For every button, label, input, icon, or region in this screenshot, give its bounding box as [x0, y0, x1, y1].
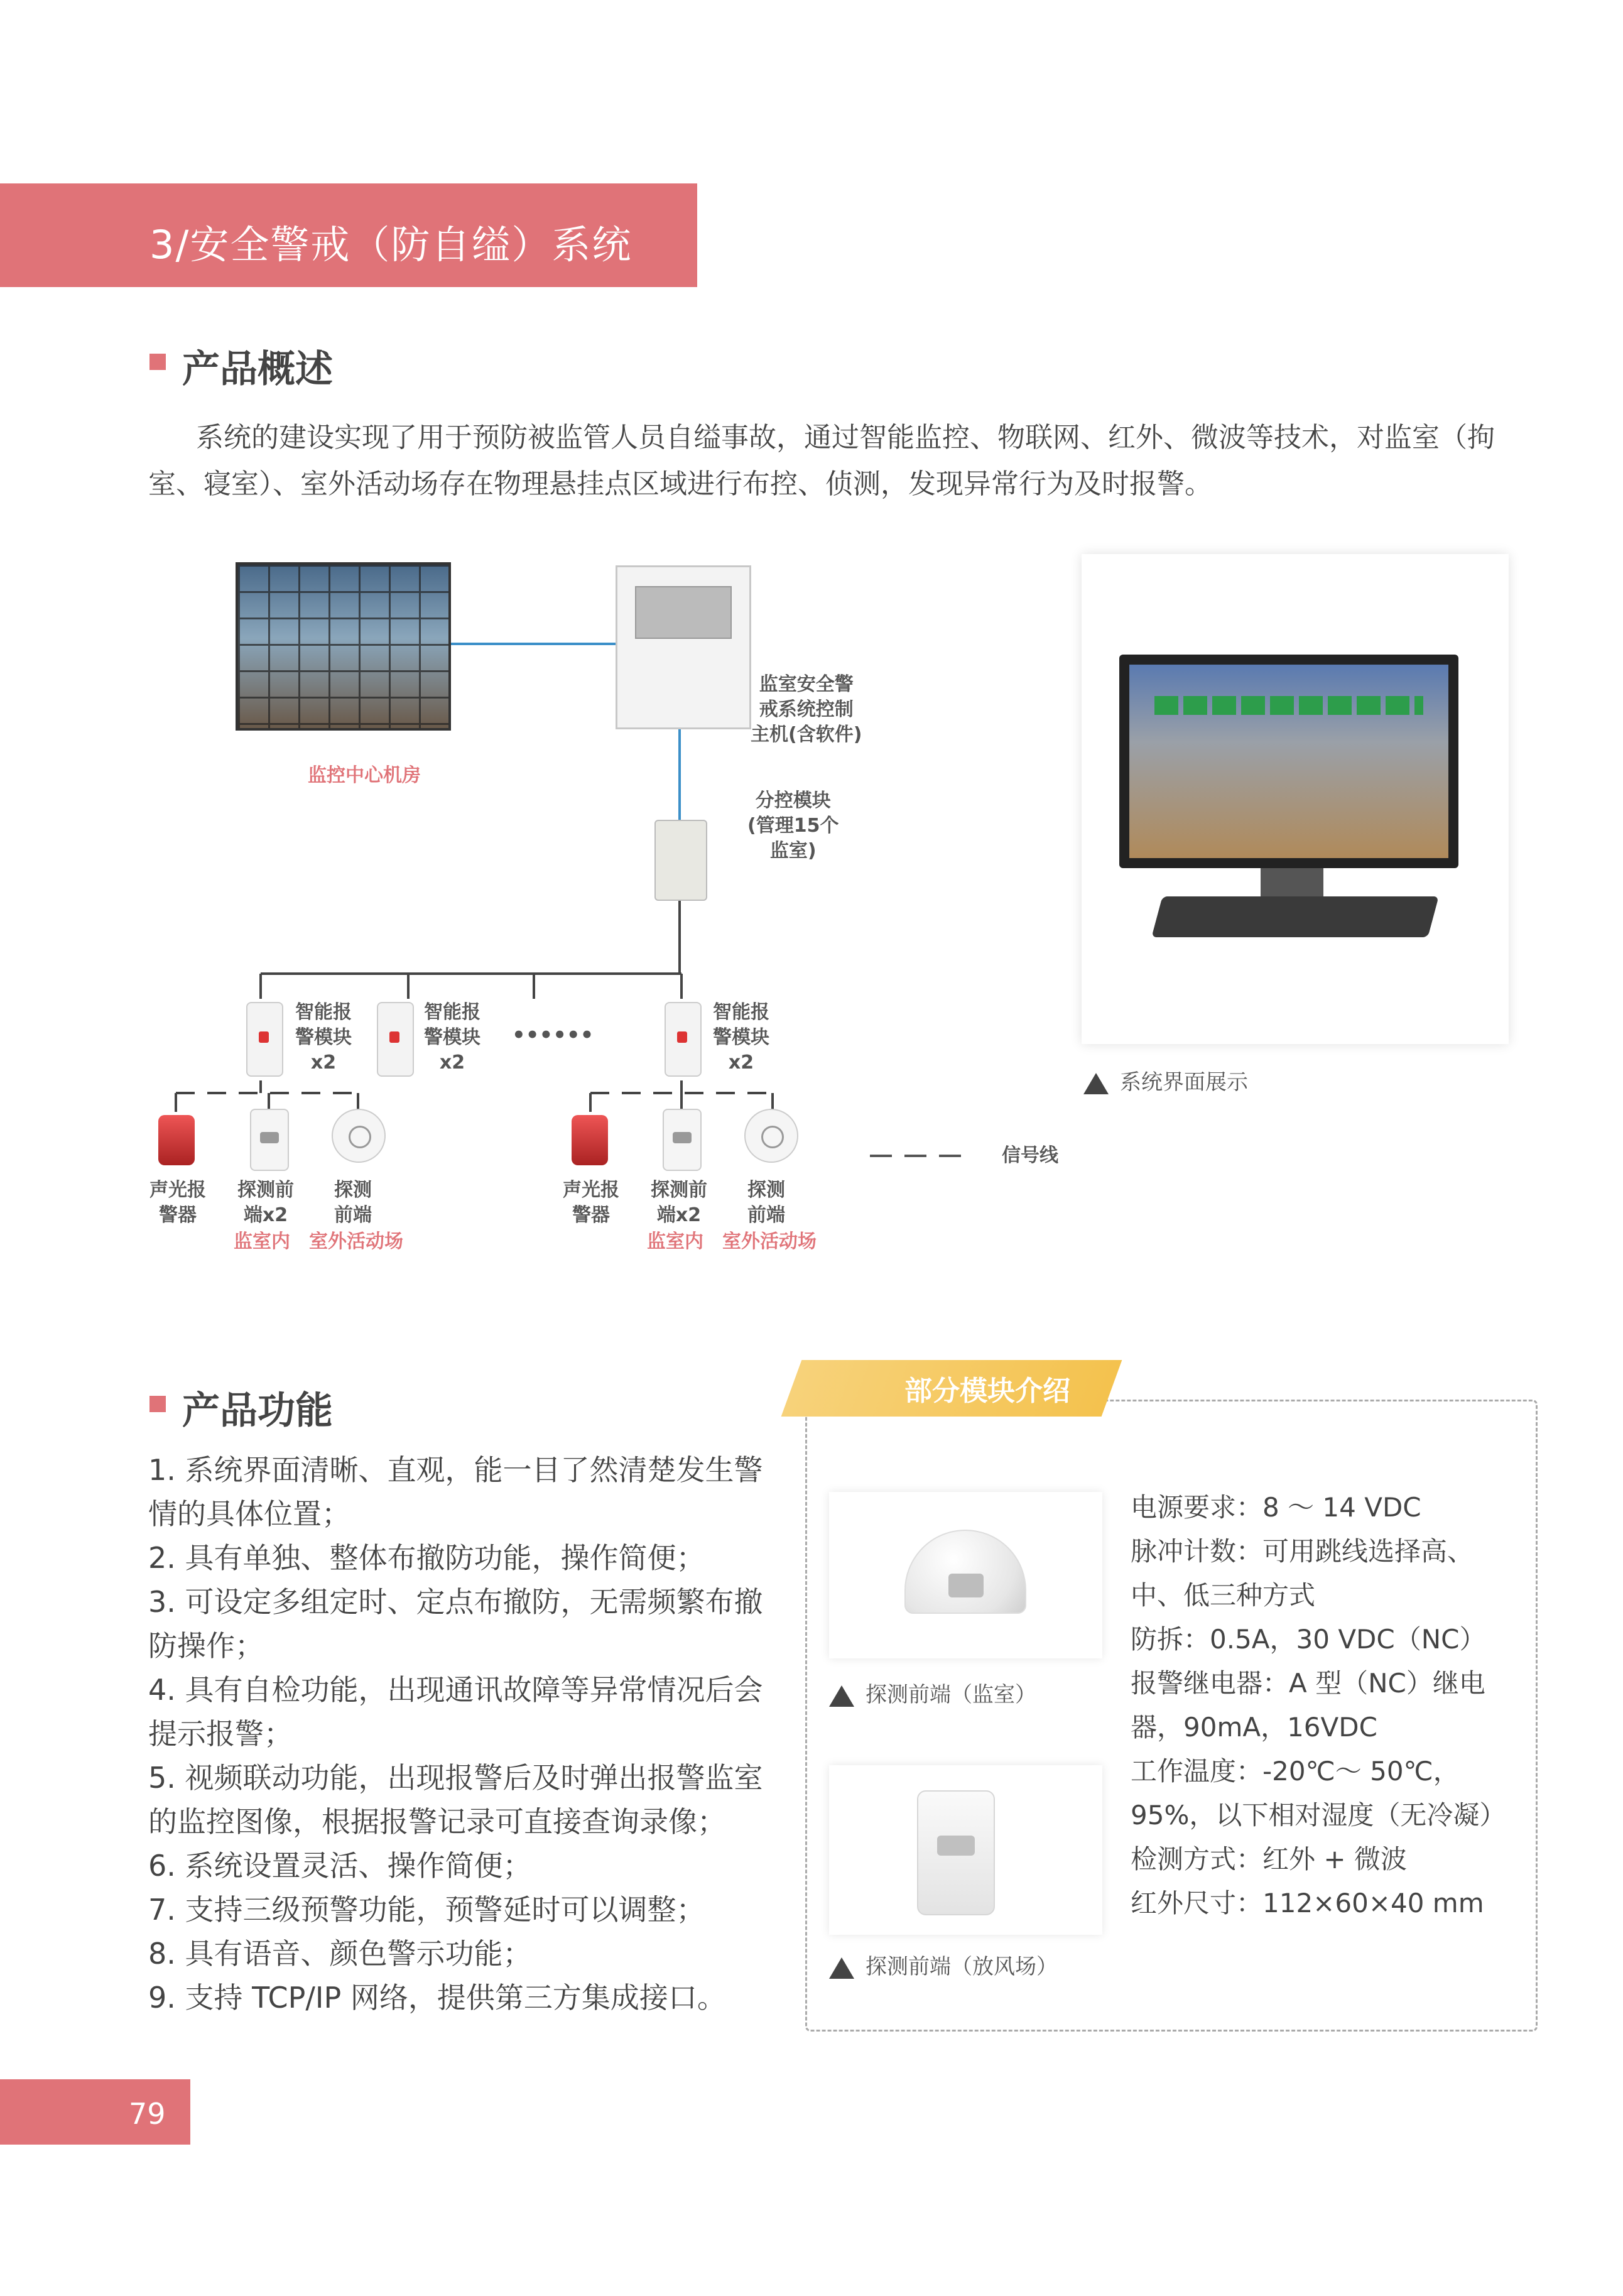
alarm-module-image	[377, 1002, 414, 1077]
probe-image	[663, 1109, 702, 1171]
functions-heading: 产品功能	[182, 1389, 333, 1433]
list-item: 6. 系统设置灵活、操作简便；	[148, 1849, 532, 1883]
monitor-center-image	[236, 562, 451, 731]
probe-yard-card	[829, 1765, 1102, 1935]
dome-probe-image	[904, 1530, 1026, 1614]
section-marker	[149, 354, 166, 370]
triangle-icon	[829, 1685, 854, 1707]
spec-item: 检测方式：红外 + 微波	[1131, 1844, 1407, 1874]
system-ui-image	[1082, 554, 1509, 1044]
list-item: 5. 视频联动功能，出现报警后及时弹出报警监室的监控图像，根据报警记录可直接查询录像；	[148, 1761, 763, 1839]
signal-line-icon	[870, 1155, 892, 1157]
signal-line-label: 信号线	[1002, 1145, 1058, 1167]
triangle-icon	[1083, 1073, 1109, 1094]
probe-front-label: 探测 前端	[747, 1179, 785, 1226]
signal-line-icon	[939, 1155, 961, 1157]
system-ui-caption: 系统界面展示	[1083, 1065, 1248, 1096]
ellipsis: ••••••	[512, 1023, 594, 1048]
spec-item: 工作温度：-20℃～ 50℃，95%，以下相对湿度（无冷凝）	[1131, 1756, 1506, 1831]
alarm-module-image	[246, 1002, 283, 1077]
spec-item: 电源要求：8 ～ 14 VDC	[1131, 1492, 1421, 1523]
list-item: 7. 支持三级预警功能，预警延时可以调整；	[148, 1893, 705, 1927]
overview-heading: 产品概述	[182, 347, 333, 391]
probe-front-label: 探测 前端	[334, 1179, 372, 1226]
probe-image	[744, 1109, 798, 1163]
list-item: 8. 具有语音、颜色警示功能；	[148, 1937, 532, 1971]
list-item: 9. 支持 TCP/IP 网络，提供第三方集成接口。	[148, 1981, 726, 2015]
siren-image	[572, 1115, 608, 1165]
spec-item: 红外尺寸：112×60×40 mm	[1131, 1888, 1484, 1918]
probe-front-label: 探测前 端x2	[237, 1179, 294, 1226]
sub-module-image	[654, 820, 707, 901]
section-marker	[149, 1396, 166, 1412]
room-label: 监室内	[647, 1231, 703, 1253]
alarm-module-label: 智能报 警模块 x2	[424, 1001, 480, 1074]
outdoor-label: 室外活动场	[722, 1231, 817, 1253]
probe-image	[250, 1109, 289, 1171]
list-item: 1. 系统界面清晰、直观，能一目了然清楚发生警情的具体位置；	[148, 1453, 763, 1531]
spec-item: 报警继电器：A 型（NC）继电器，90mA，16VDC	[1131, 1668, 1485, 1743]
probe-room-card	[829, 1492, 1102, 1658]
spec-item: 防拆：0.5A，30 VDC（NC）	[1131, 1624, 1486, 1655]
function-list	[148, 1448, 783, 2020]
alarm-module-image	[665, 1002, 702, 1077]
triangle-icon	[829, 1957, 854, 1979]
probe-image	[332, 1109, 386, 1163]
siren-label: 声光报 警器	[563, 1179, 619, 1226]
list-item: 2. 具有单独、整体布撤防功能，操作简便；	[148, 1541, 705, 1575]
host-controller-image	[616, 565, 751, 729]
page-number: 79	[129, 2097, 166, 2131]
sub-module-label: 分控模块 (管理15个 监室)	[747, 790, 839, 862]
outdoor-label: 室外活动场	[309, 1231, 403, 1253]
alarm-module-label: 智能报 警模块 x2	[295, 1001, 352, 1074]
signal-line-icon	[904, 1155, 926, 1157]
probe-front-label: 探测前 端x2	[651, 1179, 707, 1226]
alarm-module-label: 智能报 警模块 x2	[713, 1001, 769, 1074]
siren-image	[158, 1115, 195, 1165]
spec-item: 脉冲计数：可用跳线选择高、中、低三种方式	[1131, 1536, 1474, 1611]
page-title: 3/安全警戒（防自缢）系统	[149, 222, 632, 268]
probe-yard-caption: 探测前端（放风场）	[829, 1949, 1058, 1980]
list-item: 3. 可设定多组定时、定点布撤防，无需频繁布撤防操作；	[148, 1585, 763, 1663]
host-label: 监室安全警 戒系统控制 主机(含软件)	[751, 673, 862, 746]
system-diagram	[126, 540, 1058, 1269]
siren-label: 声光报 警器	[149, 1179, 206, 1226]
module-banner-title: 部分模块介绍	[904, 1375, 1070, 1407]
room-label: 监室内	[234, 1231, 290, 1253]
probe-room-caption: 探测前端（监室）	[829, 1677, 1036, 1708]
spec-list	[1131, 1486, 1520, 1925]
list-item: 4. 具有自检功能，出现通讯故障等异常情况后会提示报警；	[148, 1673, 763, 1751]
pir-probe-image	[917, 1790, 995, 1915]
monitor-center-label: 监控中心机房	[308, 764, 421, 786]
overview-text: 系统的建设实现了用于预防被监管人员自缢事故，通过智能监控、物联网、红外、微波等技术，对监室（拘室、寝室）、室外活动场存在物理悬挂点区域进行布控、侦测，发现异常行为及时报警。	[148, 422, 1495, 500]
